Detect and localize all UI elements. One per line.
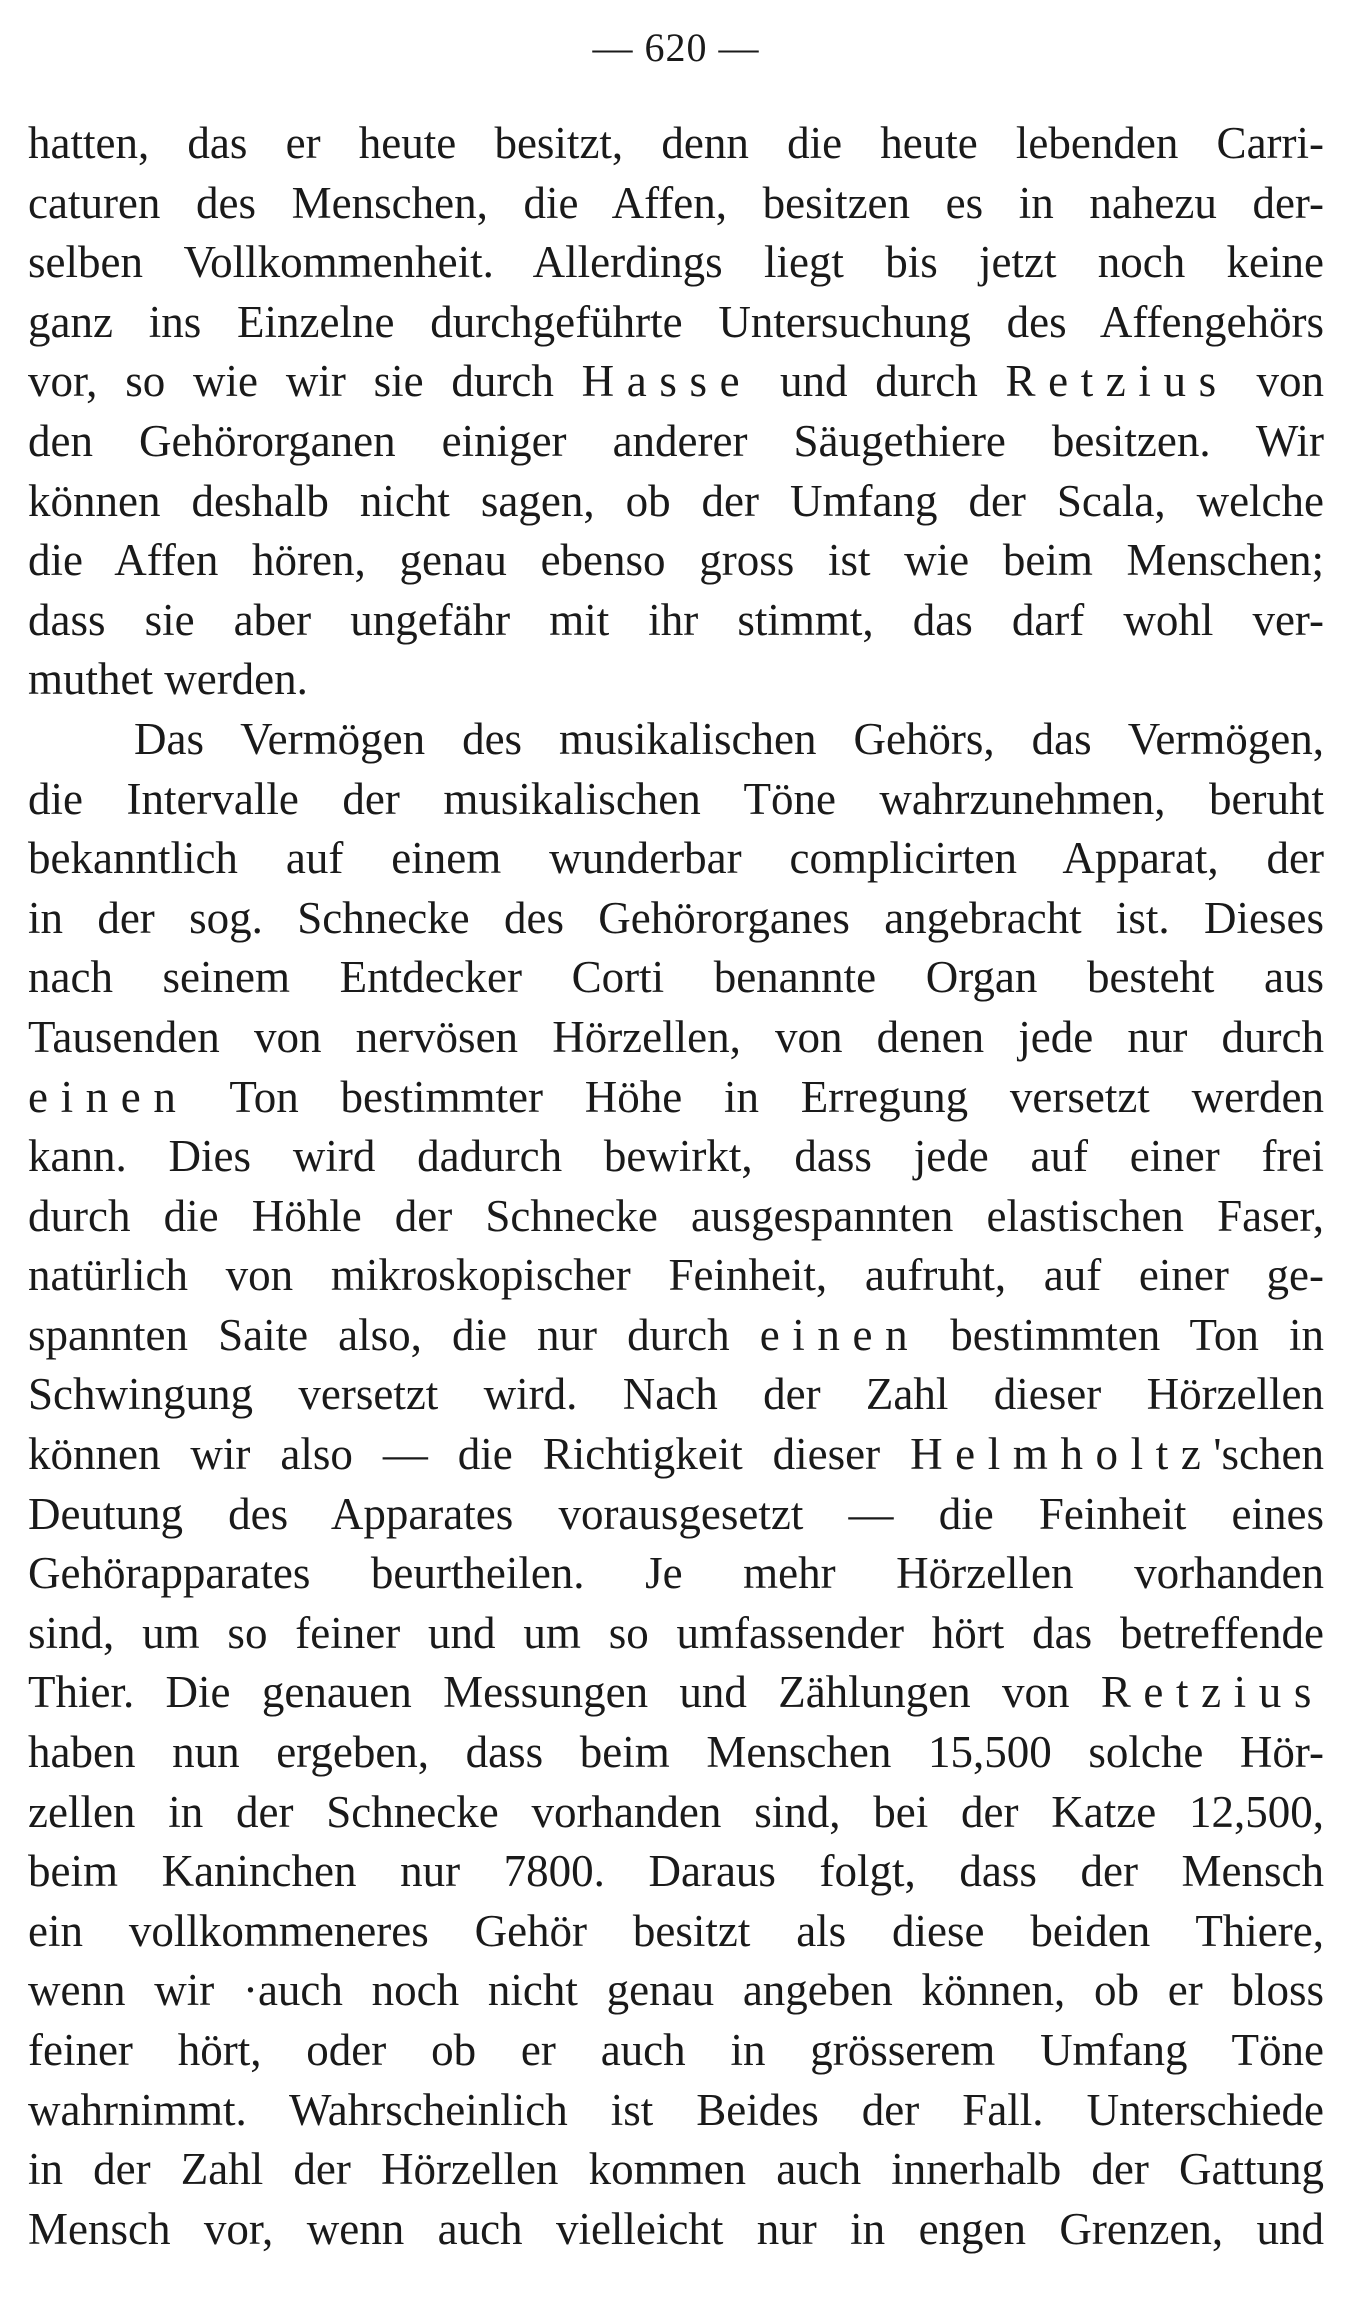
text-line — [28, 1425, 1324, 1485]
text-segment: wenn wir ·auch noch nicht genau angeben können, ob er bloss — [28, 1965, 1324, 2016]
text-segment: hatten, das er heute besitzt, denn die heute lebenden Carri- — [28, 118, 1324, 168]
text-segment: und durch — [752, 356, 1006, 407]
spaced-name: Retzius — [1100, 1667, 1324, 1718]
text-segment: in der Zahl der Hörzellen kommen auch innerhalb der Gattung — [28, 2144, 1324, 2195]
text-line — [28, 591, 1324, 651]
text-segment: können deshalb nicht sagen, ob der Umfang der Scala, welche — [28, 475, 1324, 526]
text-segment: bekanntlich auf einem wunderbar complicirten Apparat, der — [28, 833, 1324, 884]
text-line — [28, 1306, 1324, 1366]
text-segment: sind, um so feiner und um so umfassender hört das betreffende — [28, 1607, 1324, 1658]
spaced-name: Helmholtz — [910, 1429, 1214, 1480]
text-segment: beim Kaninchen nur 7800. Daraus folgt, dass der Mensch — [28, 1846, 1324, 1897]
text-segment: Gehörapparates beurtheilen. Je mehr Hörzellen vorhanden — [28, 1548, 1324, 1599]
text-line — [28, 1902, 1324, 1962]
text-line — [28, 2081, 1324, 2141]
text-line — [28, 1365, 1324, 1425]
text-line — [28, 1008, 1324, 1068]
text-segment: durch die Höhle der Schnecke ausgespannten elastischen Faser, — [28, 1190, 1324, 1241]
text-line — [28, 1068, 1324, 1128]
paragraph — [28, 710, 1324, 2259]
text-line — [28, 531, 1324, 591]
text-line — [28, 1604, 1324, 1664]
text-line — [28, 174, 1324, 234]
text-segment: spannten Saite also, die nur durch — [28, 1309, 760, 1360]
text-line — [28, 2140, 1324, 2200]
text-line — [28, 948, 1324, 1008]
text-line — [28, 1723, 1324, 1783]
book-page — [28, 0, 1324, 2299]
text-line — [28, 412, 1324, 472]
text-segment: dass sie aber ungefähr mit ihr stimmt, das darf wohl ver- — [28, 594, 1324, 645]
text-line — [28, 114, 1324, 174]
text-segment: Schwingung versetzt wird. Nach der Zahl dieser Hörzellen — [28, 1369, 1324, 1420]
text-segment: muthet werden. — [28, 654, 308, 705]
text-line — [28, 2200, 1324, 2260]
text-segment: zellen in der Schnecke vorhanden sind, bei der Katze 12,500, — [28, 1786, 1324, 1837]
text-line — [28, 1961, 1324, 2021]
text-segment: können wir also — die Richtigkeit dieser — [28, 1429, 911, 1480]
text-line — [28, 889, 1324, 949]
text-segment: bestimmten Ton in — [920, 1309, 1324, 1360]
text-segment: Thier. Die genauen Messungen und Zählungen von — [28, 1667, 1101, 1718]
text-line — [28, 472, 1324, 532]
spaced-name: einen — [759, 1309, 921, 1360]
text-line — [28, 1485, 1324, 1545]
text-segment: die Affen hören, genau ebenso gross ist wie beim Menschen; — [28, 535, 1324, 586]
text-segment: ein vollkommeneres Gehör besitzt als diese beiden Thiere, — [28, 1905, 1324, 1956]
text-line — [28, 829, 1324, 889]
text-line — [28, 233, 1324, 293]
page-number: — 620 — — [592, 25, 760, 70]
text-segment: Ton bestimmter Höhe in Erregung versetzt werden — [188, 1071, 1324, 1122]
text-line — [28, 770, 1324, 830]
text-segment: Deutung des Apparates vorausgesetzt — die Feinheit eines — [28, 1488, 1324, 1539]
text-line — [28, 1187, 1324, 1247]
text-segment: haben nun ergeben, dass beim Menschen 15,500 solche Hör- — [28, 1727, 1324, 1778]
text-segment: die Intervalle der musikalischen Töne wahrzunehmen, beruht — [28, 773, 1324, 824]
text-line — [28, 293, 1324, 353]
text-segment: caturen des Menschen, die Affen, besitzen es in nahezu der- — [28, 177, 1324, 228]
text-segment: wahrnimmt. Wahrscheinlich ist Beides der Fall. Unterschiede — [28, 2084, 1324, 2135]
text-segment: Mensch vor, wenn auch vielleicht nur in engen Grenzen, und — [28, 2203, 1324, 2254]
text-segment: den Gehörorganen einiger anderer Säugethiere besitzen. Wir — [28, 415, 1324, 466]
spaced-name: Retzius — [1005, 356, 1229, 407]
text-line — [28, 2021, 1324, 2081]
text-segment: 'schen — [1213, 1429, 1324, 1480]
text-line — [28, 1783, 1324, 1843]
text-line — [28, 352, 1324, 412]
text-segment: Das Vermögen des musikalischen Gehörs, das Vermögen, — [134, 713, 1324, 764]
text-segment: nach seinem Entdecker Corti benannte Organ besteht aus — [28, 952, 1324, 1003]
text-line — [28, 1842, 1324, 1902]
text-segment: Tausenden von nervösen Hörzellen, von denen jede nur durch — [28, 1011, 1324, 1062]
text-line — [28, 650, 1324, 710]
text-line — [28, 1544, 1324, 1604]
text-segment: kann. Dies wird dadurch bewirkt, dass jede auf einer frei — [28, 1131, 1324, 1182]
text-line — [28, 1663, 1324, 1723]
text-segment: in der sog. Schnecke des Gehörorganes angebracht ist. Dieses — [28, 892, 1324, 943]
text-segment: ganz ins Einzelne durchgeführte Untersuchung des Affengehörs — [28, 296, 1324, 347]
text-line — [28, 1127, 1324, 1187]
text-segment: vor, so wie wir sie durch — [28, 356, 582, 407]
text-segment: feiner hört, oder ob er auch in grösserem Umfang Töne — [28, 2025, 1324, 2075]
text-segment: von — [1228, 356, 1325, 407]
paragraph — [28, 114, 1324, 710]
text-line — [28, 710, 1324, 770]
text-segment: natürlich von mikroskopischer Feinheit, aufruht, auf einer ge- — [28, 1250, 1324, 1301]
spaced-name: Hasse — [581, 356, 753, 407]
text-segment: selben Vollkommenheit. Allerdings liegt bis jetzt noch keine — [28, 237, 1324, 288]
body-text — [28, 114, 1324, 2259]
text-line — [28, 1246, 1324, 1306]
spaced-name: einen — [28, 1071, 189, 1122]
